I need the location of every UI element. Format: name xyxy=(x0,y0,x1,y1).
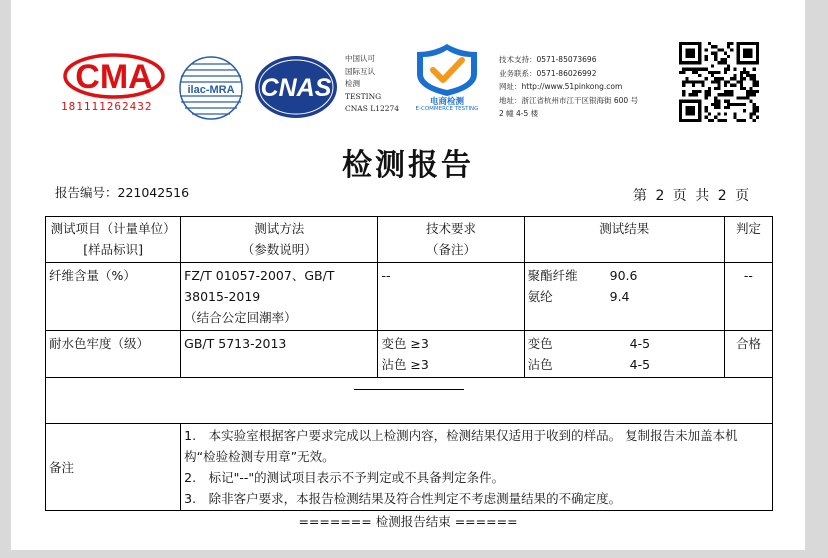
ecommerce-label: 电商检测 xyxy=(429,97,464,107)
row-item xyxy=(46,263,181,331)
notes-cell xyxy=(181,424,773,511)
row-requirement xyxy=(378,263,524,331)
table-row xyxy=(46,263,773,331)
result-label: 聚酯纤维 xyxy=(527,268,578,283)
table-row xyxy=(46,331,773,378)
contact-line: 网址：http://www.51pinkong.com xyxy=(499,82,623,91)
note-item: 2. 标记"--"的测试项目表示不予判定或不具备判定条件。 xyxy=(184,470,505,485)
svg-text:ilac-MRA: ilac-MRA xyxy=(187,84,235,96)
contact-line: 地址：浙江省杭州市江干区银海街 600 号 xyxy=(499,95,639,105)
result-value: 90.6 xyxy=(609,268,638,283)
result-value: 4-5 xyxy=(629,336,651,351)
qr-code xyxy=(679,42,759,122)
row-item xyxy=(46,331,181,378)
report-number: 报告编号：221042516 xyxy=(55,185,190,200)
header-method-line: （参数说明） xyxy=(241,242,317,257)
judgement-text: -- xyxy=(743,268,753,283)
ecommerce-sub-label: E-COMMERCE TESTING xyxy=(415,106,479,112)
cma-number: 181111262432 xyxy=(61,100,153,113)
cnas-line: 中国认可 xyxy=(345,54,375,63)
cnas-line: TESTING xyxy=(345,91,382,101)
blank-row xyxy=(46,378,773,424)
header-item xyxy=(46,217,181,263)
header-requirement-line: （备注） xyxy=(426,242,477,257)
contact-line: 2 幢 4-5 楼 xyxy=(499,109,539,118)
cnas-line: CNAS L12274 xyxy=(345,104,400,113)
divider-line xyxy=(354,389,464,390)
cnas-line: 检测 xyxy=(345,79,360,88)
result-value: 4-5 xyxy=(629,357,651,372)
report-end-marker: ======= 检测报告结束 ====== xyxy=(298,514,518,529)
requirement-line: 沾色 ≥3 xyxy=(381,357,429,372)
notes-row xyxy=(46,424,773,511)
header-method xyxy=(181,217,378,263)
cnas-logo xyxy=(253,54,339,120)
result-label: 变色 xyxy=(527,336,553,351)
header-result: 测试结果 xyxy=(524,217,724,263)
row-requirement xyxy=(378,331,524,378)
report-page xyxy=(11,0,805,550)
result-value: 9.4 xyxy=(609,289,630,304)
page-number: 第 2 页 共 2 页 xyxy=(633,188,752,204)
viewer-background-right xyxy=(805,0,828,558)
requirement-line: -- xyxy=(381,268,391,283)
results-table xyxy=(45,216,773,511)
cnas-line: 国际互认 xyxy=(345,66,375,76)
header-requirement-line: 技术要求 xyxy=(426,221,477,236)
result-label: 氨纶 xyxy=(527,289,553,304)
row-result xyxy=(524,263,724,331)
ilac-mra-logo xyxy=(177,54,245,122)
header-method-line: 测试方法 xyxy=(254,221,305,236)
contact-line: 业务联系：0571-86026992 xyxy=(499,68,597,78)
note-item: 3. 除非客户要求，本报告检测结果及符合性判定不考虑测量结果的不确定度。 xyxy=(184,491,622,506)
svg-text:CMA: CMA xyxy=(75,58,153,96)
row-item-text: 耐水色牢度（级） xyxy=(49,336,150,351)
row-method xyxy=(181,331,378,378)
judgement-text: 合格 xyxy=(735,336,761,351)
requirement-line: 变色 ≥3 xyxy=(381,336,429,351)
row-judgement xyxy=(724,263,772,331)
row-item-text: 纤维含量（%） xyxy=(49,268,136,283)
header-requirement xyxy=(378,217,524,263)
method-line: （结合公定回潮率） xyxy=(184,310,297,325)
table-header-row xyxy=(46,217,773,263)
method-line: FZ/T 01057-2007、GB/T xyxy=(184,268,335,283)
viewer-background-bottom xyxy=(0,550,828,558)
notes-label: 备注 xyxy=(49,459,75,475)
row-result xyxy=(524,331,724,378)
viewer-background-left xyxy=(0,0,11,558)
cnas-accreditation-text xyxy=(345,53,399,116)
header-item-line: 测试项目（计量单位） xyxy=(50,221,176,236)
header-judgement: 判定 xyxy=(724,217,772,263)
row-judgement xyxy=(724,331,772,378)
result-label: 沾色 xyxy=(527,357,553,372)
method-line: GB/T 5713-2013 xyxy=(184,336,287,351)
blank-cell xyxy=(46,378,773,424)
header-item-line: [样品标识] xyxy=(83,242,143,257)
method-line: 38015-2019 xyxy=(184,289,261,304)
row-method xyxy=(181,263,378,331)
notes-label-cell xyxy=(46,424,181,511)
contact-info xyxy=(499,53,638,121)
contact-line: 技术支持：0571-85073696 xyxy=(499,55,597,64)
svg-text:CNAS: CNAS xyxy=(260,74,332,102)
note-item: 1. 本实验室根据客户要求完成以上检测内容，检测结果仅适用于收到的样品。 复制报告未加盖本机构“检验检测专用章”无效。 xyxy=(184,428,738,464)
report-title: 检测报告 xyxy=(342,148,474,183)
